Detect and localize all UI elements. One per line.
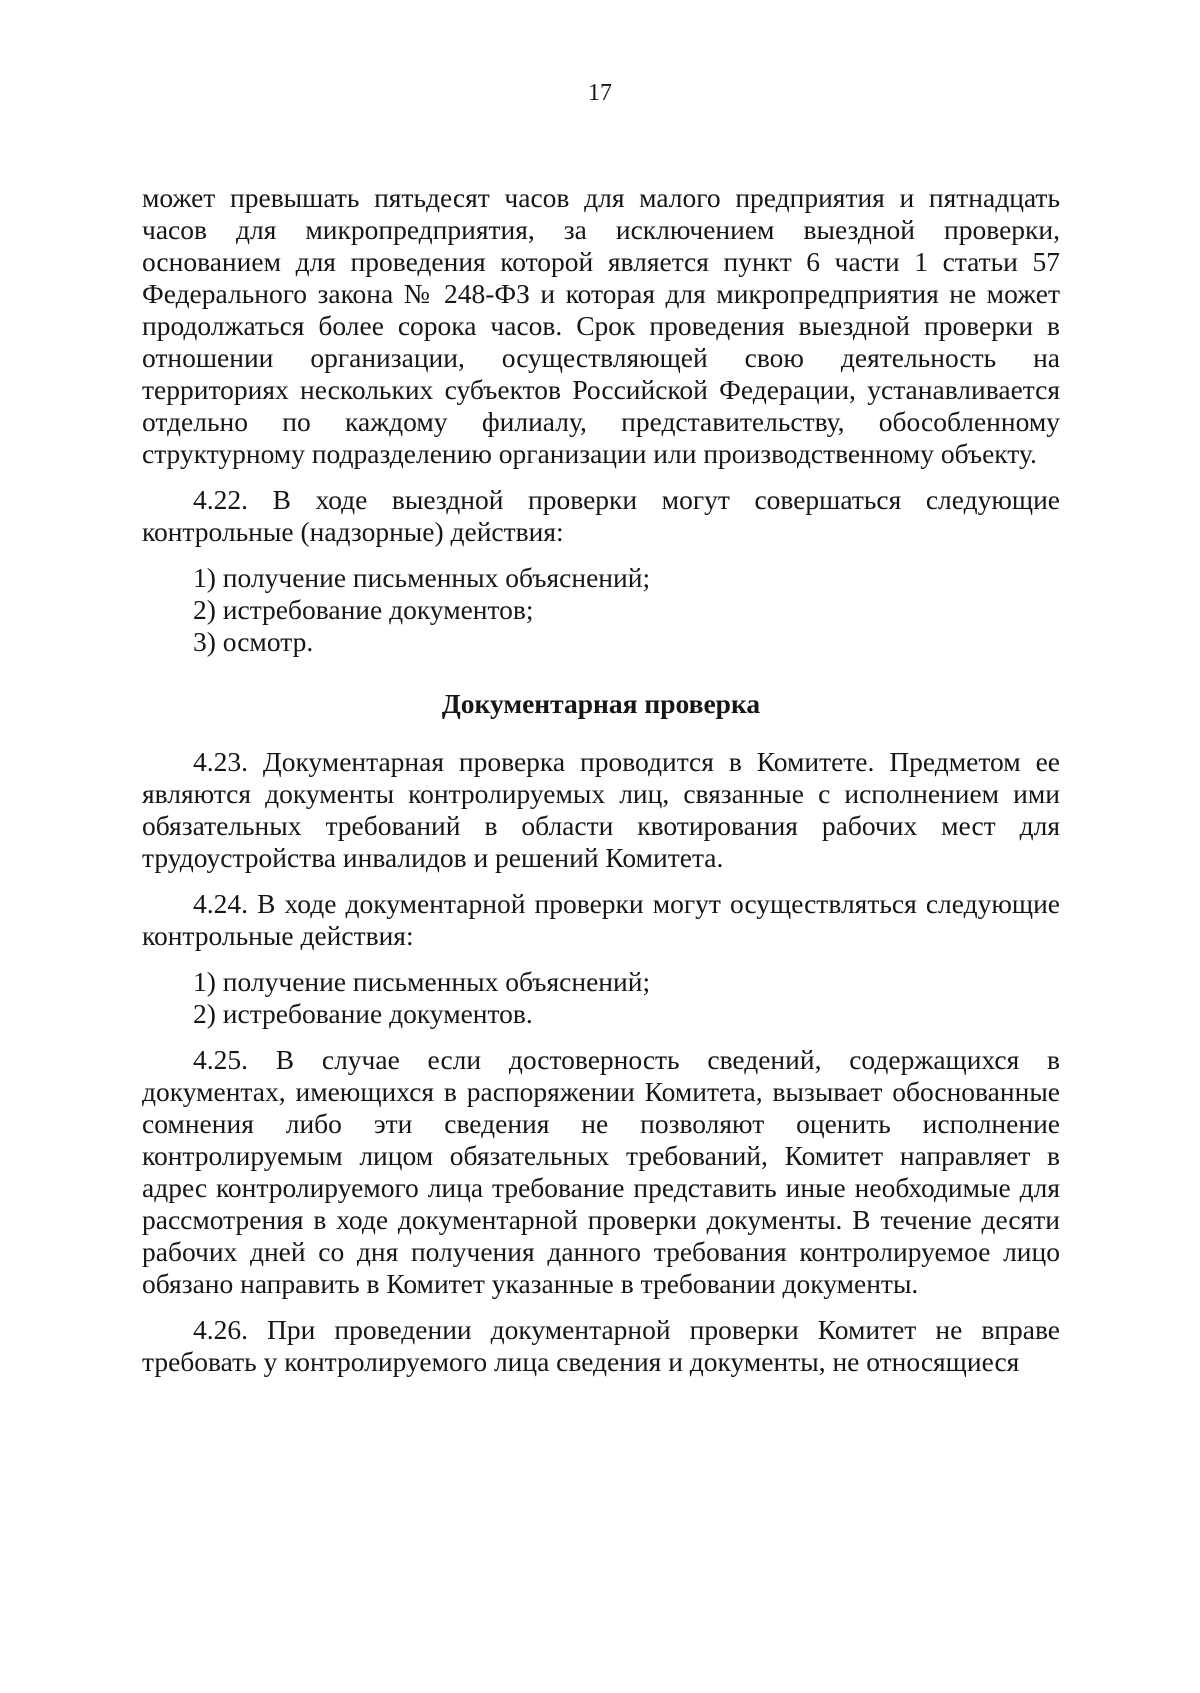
- list-4-24: [142, 966, 1060, 1030]
- paragraph-4-26: 4.26. При проведении документарной проверки Комитет не вправе требовать у контролируемого лица сведения и документы, не относящиеся: [142, 1314, 1060, 1377]
- page-number: 17: [588, 80, 612, 106]
- list-item: 1) получение письменных объяснений;: [193, 562, 651, 593]
- document-body: [142, 182, 1060, 1378]
- list-4-22: [142, 562, 1060, 658]
- paragraph-4-24: 4.24. В ходе документарной проверки могут осуществляться следующие контрольные действия:: [142, 888, 1060, 951]
- paragraph-4-22: 4.22. В ходе выездной проверки могут совершаться следующие контрольные (надзорные) действия:: [142, 484, 1060, 547]
- list-item: 1) получение письменных объяснений;: [193, 966, 651, 997]
- list-item: 2) истребование документов;: [193, 594, 534, 625]
- list-item: 2) истребование документов.: [193, 998, 533, 1029]
- paragraph-continued: может превышать пятьдесят часов для малого предприятия и пятнадцать часов для микропредприятия, за исключением выездной проверки, основанием для проведения которой является пункт 6 части 1 статьи 57 Федерального закона № 248-ФЗ и которая для микропредприятия не может продолжаться более сорока часов. Срок проведения выездной проверки в отношении организации, осуществляющей свою деятельность на территориях нескольких субъектов Российской Федерации, устанавливается отдельно по каждому филиалу, представительству, обособленному структурному подразделению организации или производственному объекту.: [142, 182, 1060, 469]
- section-heading: Документарная проверка: [441, 688, 761, 719]
- paragraph-4-23: 4.23. Документарная проверка проводится в Комитете. Предметом ее являются документы контролируемых лиц, связанные с исполнением ими обязательных требований в области квотирования рабочих мест для трудоустройства инвалидов и решений Комитета.: [142, 746, 1060, 873]
- paragraph-4-25: 4.25. В случае если достоверность сведений, содержащихся в документах, имеющихся в распоряжении Комитета, вызывает обоснованные сомнения либо эти сведения не позволяют оценить исполнение контролируемым лицом обязательных требований, Комитет направляет в адрес контролируемого лица требование представить иные необходимые для рассмотрения в ходе документарной проверки документы. В течение десяти рабочих дней со дня получения данного требования контролируемое лицо обязано направить в Комитет указанные в требовании документы.: [142, 1044, 1060, 1299]
- list-item: 3) осмотр.: [193, 626, 314, 657]
